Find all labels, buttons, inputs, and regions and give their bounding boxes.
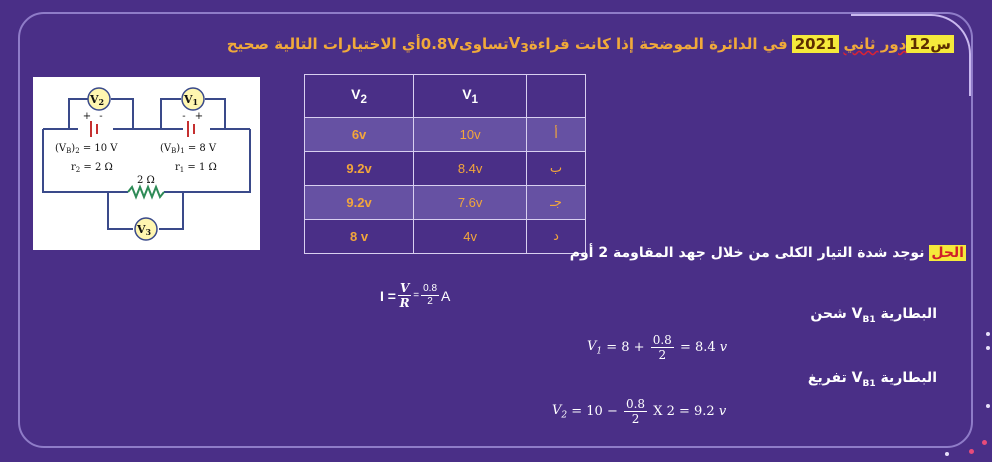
question-line [227, 33, 954, 55]
cell-v2: 9.2v [305, 152, 414, 186]
b2-plus: + [82, 111, 92, 122]
solution-line [570, 245, 966, 261]
corner-decoration [851, 14, 971, 96]
v2-fraction: $\frac{0.8}{2}$ [625, 397, 646, 426]
v2-equation: $V_2$ = 10 − $\frac{0.8}{2}$ X 2 = 9.2 v [552, 397, 727, 426]
v-over-r: $\frac{V}{R}$ [399, 281, 410, 310]
cell-letter: ب [527, 152, 586, 186]
options-table [304, 74, 586, 254]
question-number: س12 [906, 35, 954, 53]
decor-dot [986, 332, 990, 336]
v1-lhs: $V_1$ [587, 338, 603, 357]
resistor-label: 2 Ω [137, 175, 155, 186]
cell-letter: جـ [527, 186, 586, 220]
question-year: 2021 [792, 35, 840, 53]
v2-lhs: $V_2$ [552, 402, 568, 421]
current-equation [380, 282, 450, 309]
circuit-svg [33, 77, 260, 250]
b1-r-label: $r_1 = 1$ Ω [175, 162, 217, 174]
resistor-symbol [128, 187, 164, 197]
v2-meter-label: V2 [89, 93, 105, 107]
cell-v2: 9.2v [305, 186, 414, 220]
decor-dot [982, 440, 987, 445]
current-unit: A [441, 287, 451, 304]
v1-equation: $V_1$ = 8 + $\frac{0.8}{2}$ = 8.4 v [587, 333, 728, 362]
header-letter [527, 75, 586, 118]
cell-v2: 6v [305, 118, 414, 152]
table-row [305, 152, 586, 186]
solution-text: نوجد شدة التيار الكلى من خلال جهد المقاومة 2 أوم [569, 245, 930, 261]
table-row [305, 186, 586, 220]
v1-fraction: $\frac{0.8}{2}$ [652, 333, 672, 362]
cell-letter: أ [527, 118, 586, 152]
b1-plus: + [194, 111, 204, 122]
cell-v1: 7.6v [414, 186, 527, 220]
decor-dot [986, 346, 990, 350]
v1-meter-label: V1 [183, 93, 199, 107]
decor-dot [969, 449, 974, 454]
cell-v1: 10v [414, 118, 527, 152]
solution-tag: الحل [931, 245, 964, 261]
table-row [305, 220, 586, 254]
decor-dot [945, 452, 949, 456]
question-v3: $V_3$ [508, 33, 529, 55]
header-v2: $V_2$ [305, 75, 414, 118]
cell-v1: 8.4v [414, 152, 527, 186]
table-row [305, 118, 586, 152]
b2-emf-label: $(V_B)_2 = 10$ V [55, 143, 118, 155]
current-eq-sign: = [413, 290, 420, 301]
cell-letter: د [527, 220, 586, 254]
question-session: دور ثاني [843, 35, 907, 53]
b2-r-label: $r_2 = 2$ Ω [71, 162, 113, 174]
v3-meter-label: V3 [136, 223, 152, 237]
b1-minus: - [182, 111, 186, 122]
question-text-c: أي الاختيارات التالية صحيح [226, 35, 421, 53]
b2-minus: - [99, 111, 103, 122]
cell-v1: 4v [414, 220, 527, 254]
current-fraction: $\frac{0.8}{2}$ [423, 283, 438, 307]
circuit-diagram [33, 77, 260, 250]
table-header-row [305, 75, 586, 118]
decor-dot [986, 404, 990, 408]
battery-discharging-label: البطارية $V_{B1}$ تفريغ [807, 370, 937, 389]
question-value: 0.8V [420, 35, 459, 53]
question-text-b: تساوى [458, 35, 509, 53]
question-text-a: في الدائرة الموضحة إذا كانت قراءة [528, 35, 788, 53]
header-v1: $V_1$ [414, 75, 527, 118]
b1-emf-label: $(V_B)_1 = 8$ V [160, 143, 217, 155]
current-lhs: I = [380, 287, 396, 304]
cell-v2: 8 v [305, 220, 414, 254]
battery-charging-label: البطارية $V_{B1}$ شحن [810, 306, 937, 325]
